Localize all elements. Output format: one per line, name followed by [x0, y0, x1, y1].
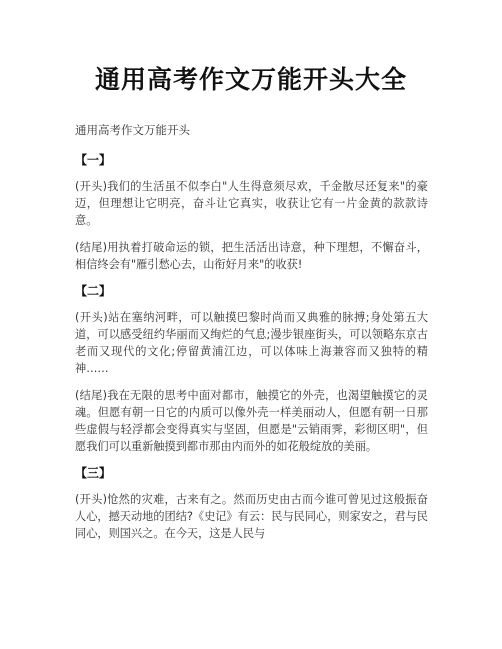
section-1-opening: (开头)我们的生活虽不似李白"人生得意须尽欢，千金散尽还复来"的豪迈，但理想让它明亮，奋斗让它真实，收获让它有一片金黄的款款诗意。 — [75, 180, 428, 227]
section-heading-3: 【三】 — [75, 466, 112, 480]
section-heading-2: 【二】 — [75, 284, 112, 298]
section-2-closing: (结尾)我在无限的思考中面对都市，触摸它的外壳，也渴望触摸它的灵魂。但愿有朝一日它的内质可以像外壳一样美丽动人，但愿有朝一日那些虚假与轻浮都会变得真实与坚固，但愿是"云销雨霁，彩彻区明"，但愿我们可以重新触摸到都市那由内而外的如花般绽放的美丽。 — [75, 389, 428, 453]
section-3-opening: (开头)怆然的灾难，古来有之。然而历史由古而今谁可曾见过这般振奋人心，撼天动地的团结?《史记》有云：民与民同心，则家安之，君与民同心，则国兴之。在今天，这是人民与 — [75, 493, 428, 540]
section-heading-1: 【一】 — [75, 153, 112, 167]
section-2-opening: (开头)站在塞纳河畔，可以触摸巴黎时尚而又典雅的脉搏;身处第五大道，可以感受纽约华丽而又绚烂的气息;漫步银座街头，可以领略东京古老而又现代的文化;停留黄浦江边，可以体味上海兼容而又独特的精神…… — [75, 311, 428, 375]
document-title: 通用高考作文万能开头大全 — [94, 65, 407, 94]
document-body — [75, 122, 428, 552]
document-subtitle: 通用高考作文万能开头 — [75, 123, 190, 137]
section-1-closing: (结尾)用执着打破命运的锁，把生活活出诗意，种下理想，不懈奋斗，相信终会有"雁引愁心去，山衔好月来"的收获! — [75, 241, 428, 271]
